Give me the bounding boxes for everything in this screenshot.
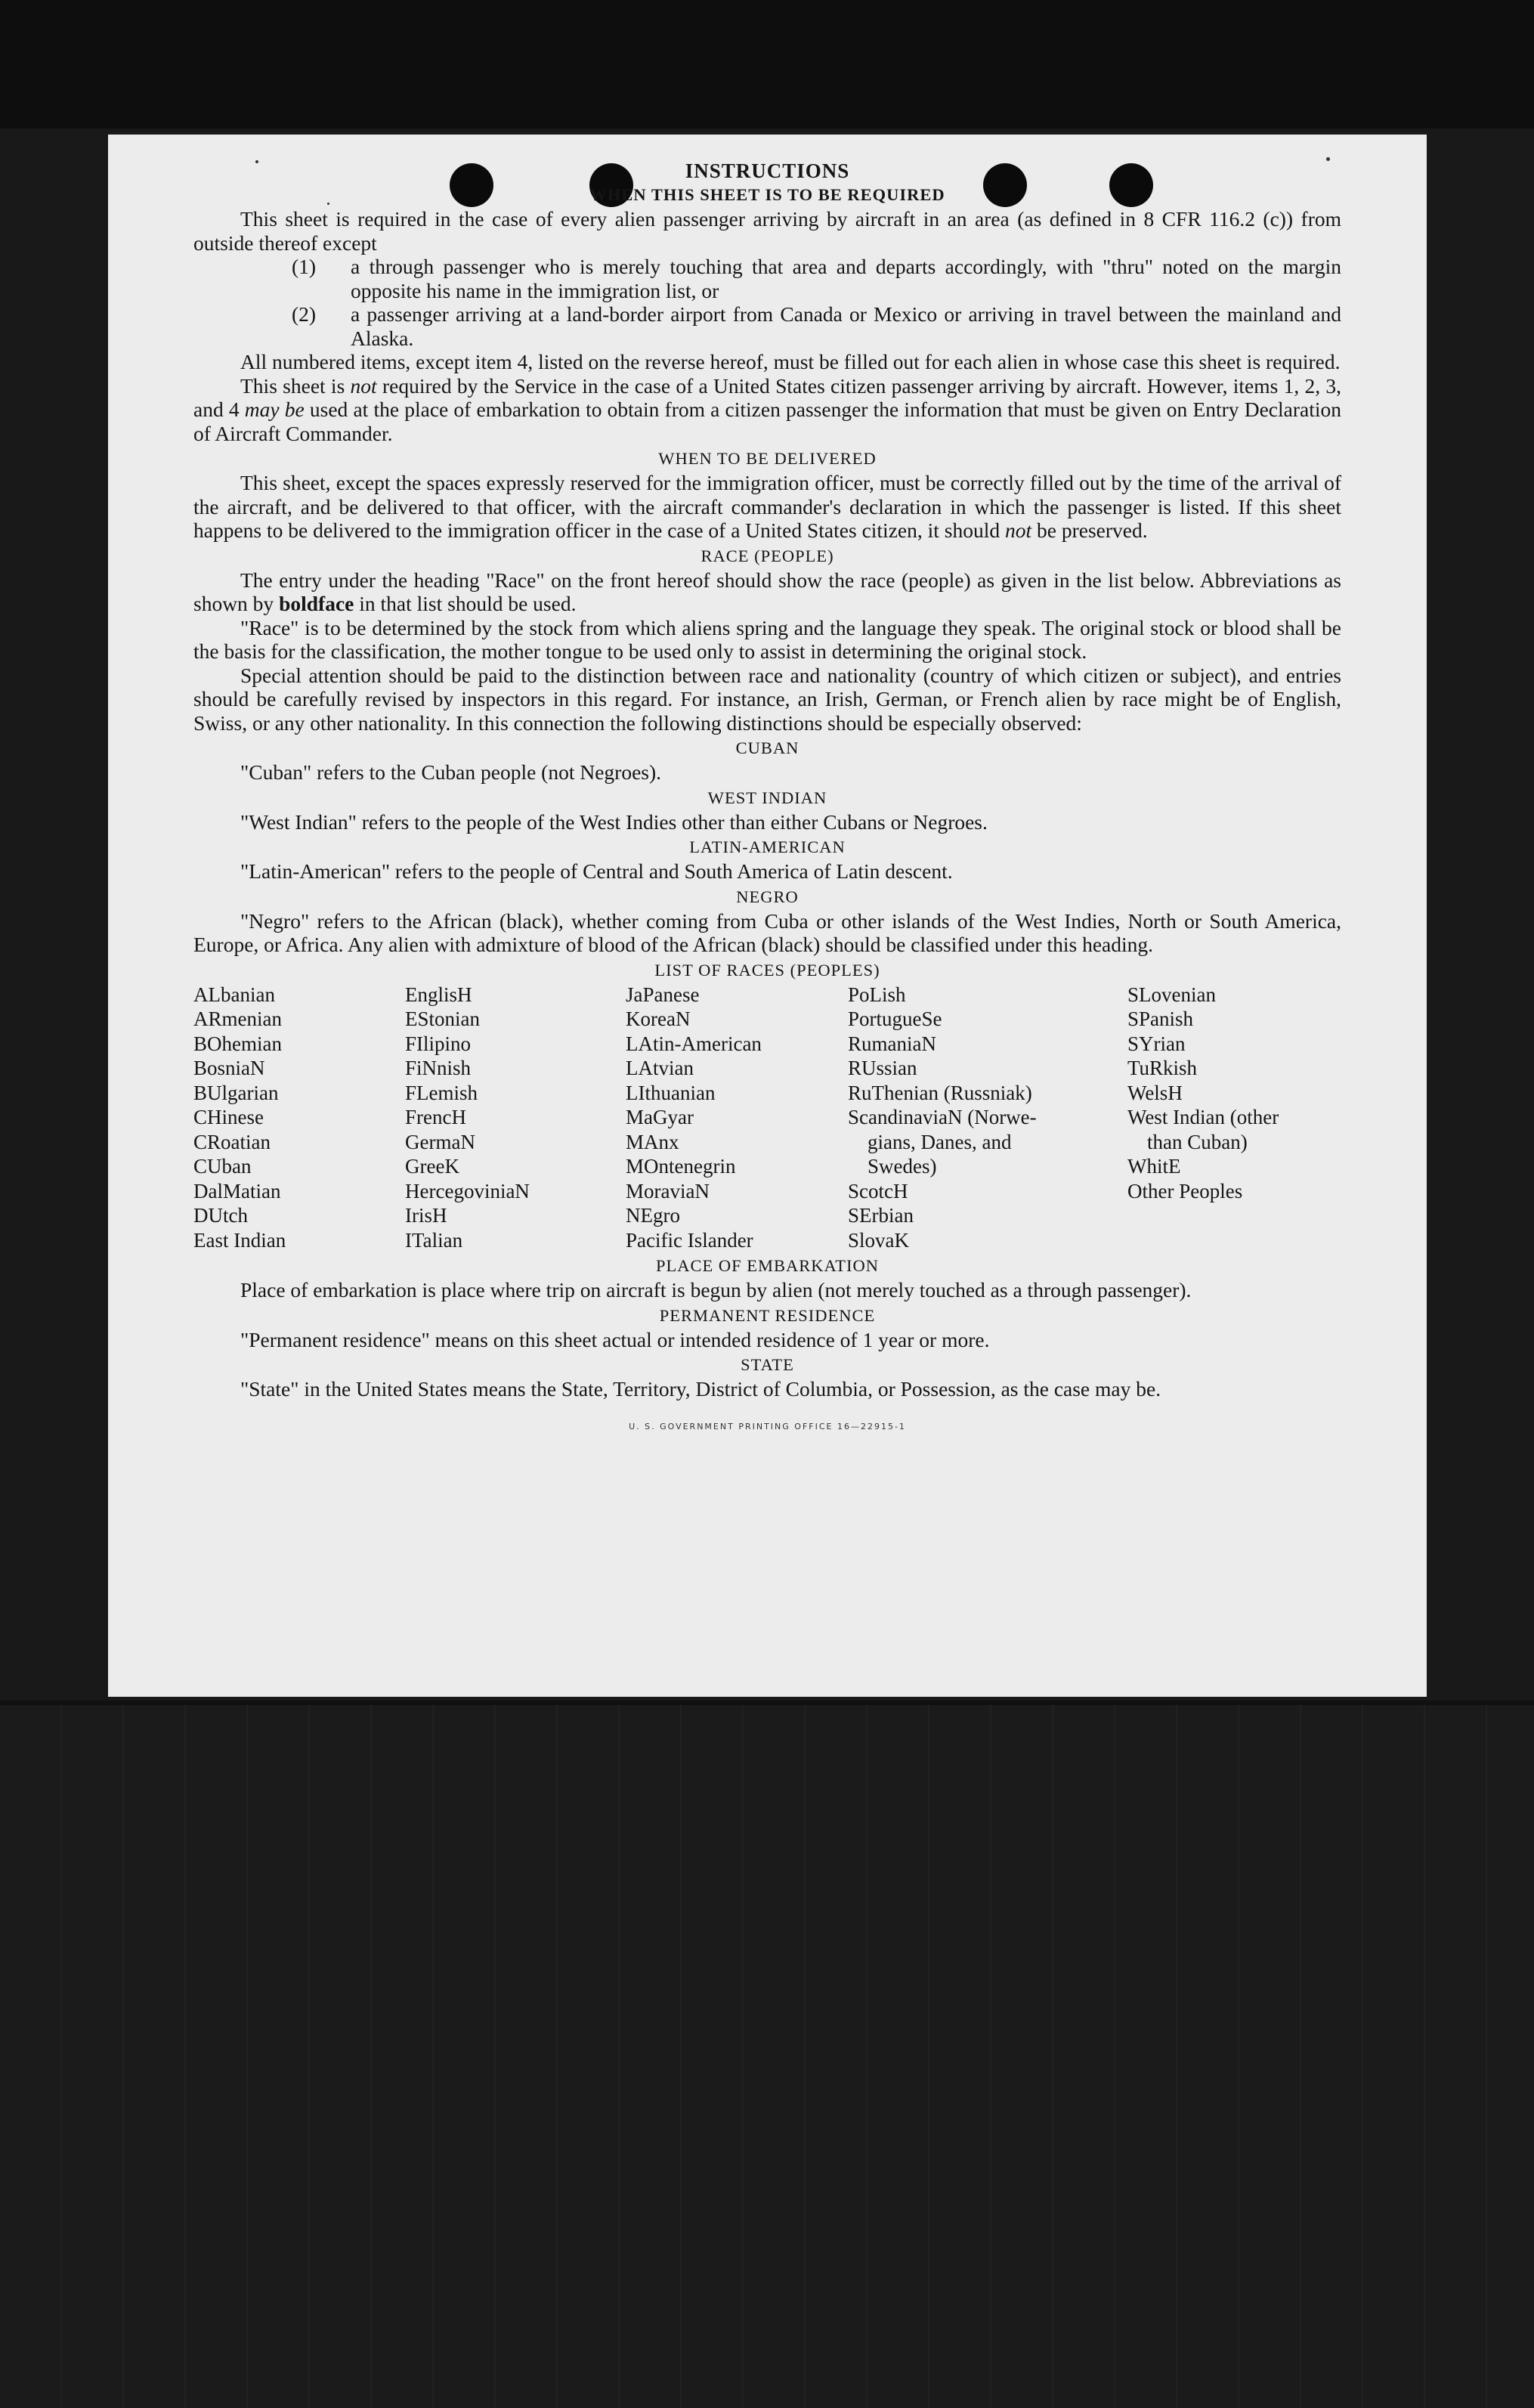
heading-embarkation: PLACE OF EMBARKATION xyxy=(655,1256,880,1275)
exception-item-2 xyxy=(193,302,1341,350)
race-item: FiNnish xyxy=(405,1057,472,1079)
race-item: PortugueSe xyxy=(848,1007,942,1030)
race-item: DalMatian xyxy=(193,1179,281,1202)
film-border-bottom xyxy=(0,1701,1534,2408)
race-item: RuThenian (Russniak) xyxy=(848,1081,1032,1104)
race-item: ScotcH xyxy=(848,1179,908,1202)
heading-permanent-residence: PERMANENT RESIDENCE xyxy=(659,1305,876,1325)
paragraph-embarkation: Place of embarkation is place where trip on aircraft is begun by alien (not merely touched as a through passenger). xyxy=(240,1278,1192,1301)
race-item: IrisH xyxy=(405,1204,447,1227)
race-item: LAtin-American xyxy=(626,1032,762,1055)
race-item: SErbian xyxy=(848,1204,914,1227)
paragraph-required: This sheet is required in the case of every alien passenger arriving by aircraft in an area (as defined in 8 CFR 116.2 (c)) from outside thereof except xyxy=(193,207,1341,255)
race-item: ITalian xyxy=(405,1228,463,1252)
paragraph-negro: "Negro" refers to the African (black), whether coming from Cuba or other islands of the West Indies, North or South America, Europe, or Africa. Any alien with admixture of blood of the African (black) should be classified under this heading. xyxy=(193,908,1341,956)
races-list xyxy=(193,983,1341,1253)
heading-state: STATE xyxy=(741,1355,794,1374)
race-item: ScandinaviaN (Norwe- xyxy=(848,1106,1037,1128)
race-item: CUban xyxy=(193,1155,252,1178)
instructions-title: INSTRUCTIONS xyxy=(685,159,850,182)
printing-office-footer: U. S. GOVERNMENT PRINTING OFFICE 16—22915-1 xyxy=(629,1421,906,1431)
race-item: ARmenian xyxy=(193,1007,282,1030)
race-item: SlovaK xyxy=(848,1228,909,1252)
races-column-3 xyxy=(626,983,848,1253)
exception-text: a passenger arriving at a land-border airport from Canada or Mexico or arriving in travel between the mainland and Alaska. xyxy=(351,302,1341,350)
race-item: GermaN xyxy=(405,1130,475,1153)
heading-list-of-races: LIST OF RACES (PEOPLES) xyxy=(654,960,880,980)
heading-cuban: CUBAN xyxy=(735,738,799,757)
paragraph-latin-american: "Latin-American" refers to the people of Central and South America of Latin descent. xyxy=(240,859,953,883)
race-item-continued: gians, Danes, and xyxy=(868,1130,1012,1153)
race-item: CHinese xyxy=(193,1106,264,1128)
race-item: BosniaN xyxy=(193,1057,265,1079)
paragraph-state: "State" in the United States means the State, Territory, District of Columbia, or Possession, as the case may be. xyxy=(240,1377,1161,1401)
race-item: PoLish xyxy=(848,983,906,1006)
race-item: East Indian xyxy=(193,1228,286,1252)
race-item: RUssian xyxy=(848,1057,917,1079)
race-item: SLovenian xyxy=(1127,983,1216,1006)
exception-item-1 xyxy=(193,255,1341,302)
race-item: EnglisH xyxy=(405,983,472,1006)
race-item: MoraviaN xyxy=(626,1179,710,1202)
race-item: EStonian xyxy=(405,1007,480,1030)
race-item: NEgro xyxy=(626,1204,680,1227)
race-item: LIthuanian xyxy=(626,1081,716,1104)
race-item: GreeK xyxy=(405,1155,459,1178)
races-column-4 xyxy=(848,983,1127,1253)
heading-when-required: WHEN THIS SHEET IS TO BE REQUIRED xyxy=(589,185,945,204)
heading-when-delivered: WHEN TO BE DELIVERED xyxy=(658,449,877,468)
paragraph-race-nationality: Special attention should be paid to the distinction between race and nationality (country of which citizen or subject), and entries should be carefully revised by inspectors in this regard. For instance, an Irish, German, or French alien by race might be of English, Swiss, or any other nationality. In this connection the following distinctions should be especially observed: xyxy=(193,663,1341,735)
race-item: WhitE xyxy=(1127,1155,1181,1178)
document-sheet xyxy=(108,135,1427,1697)
race-item: ALbanian xyxy=(193,983,275,1006)
paragraph-race-definition: "Race" is to be determined by the stock from which aliens spring and the language they speak. The original stock or blood shall be the basis for the classification, the mother tongue to be used only to assist in determining the original stock. xyxy=(193,615,1341,663)
heading-race: RACE (PEOPLE) xyxy=(701,546,834,565)
paragraph-numbered-items: All numbered items, except item 4, listed on the reverse hereof, must be filled out for each alien in whose case this sheet is required. xyxy=(240,350,1341,373)
paragraph-permanent-residence: "Permanent residence" means on this sheet actual or intended residence of 1 year or more. xyxy=(240,1327,990,1351)
heading-latin-american: LATIN-AMERICAN xyxy=(689,837,846,856)
race-item: HercegoviniaN xyxy=(405,1179,530,1202)
paragraph-cuban: "Cuban" refers to the Cuban people (not Negroes). xyxy=(240,760,662,784)
paragraph-race-entry: The entry under the heading "Race" on the front hereof should show the race (people) as given in the list below. Abbreviations as shown by boldface in that list should be used. xyxy=(193,568,1341,615)
race-item: SYrian xyxy=(1127,1032,1186,1055)
film-border-top xyxy=(0,0,1534,128)
race-item: MaGyar xyxy=(626,1106,694,1128)
race-item: JaPanese xyxy=(626,983,700,1006)
paragraph-delivered: This sheet, except the spaces expressly reserved for the immigration officer, must be correctly filled out by the time of the arrival of the aircraft, and be delivered to that officer, with the aircraft commander's declaration in which the passenger is listed. If this sheet happens to be delivered to the immigration officer in the case of a United States citizen, it should not be preserved. xyxy=(193,471,1341,542)
race-item: LAtvian xyxy=(626,1057,694,1079)
race-item: SPanish xyxy=(1127,1007,1194,1030)
races-column-1 xyxy=(193,983,405,1253)
race-item: WelsH xyxy=(1127,1081,1183,1104)
race-item: BOhemian xyxy=(193,1032,282,1055)
heading-west-indian: WEST INDIAN xyxy=(707,788,827,807)
race-item-continued: Swedes) xyxy=(868,1155,937,1178)
race-item: FLemish xyxy=(405,1081,478,1104)
paragraph-west-indian: "West Indian" refers to the people of the West Indies other than either Cubans or Negroes. xyxy=(240,809,988,834)
race-item: RumaniaN xyxy=(848,1032,936,1055)
race-item: DUtch xyxy=(193,1204,248,1227)
race-item: FIlipino xyxy=(405,1032,472,1055)
exception-text: a through passenger who is merely touching that area and departs accordingly, with "thru" noted on the margin opposite his name in the immigration list, or xyxy=(351,255,1341,302)
heading-negro: NEGRO xyxy=(736,887,799,906)
race-item: MAnx xyxy=(626,1130,679,1153)
exception-number: (1) xyxy=(292,255,317,278)
race-item: Other Peoples xyxy=(1127,1179,1243,1202)
paragraph-citizen: This sheet is not required by the Service in the case of a United States citizen passenger arriving by aircraft. However, items 1, 2, 3, and 4 may be used at the place of embarkation to obtain from a citizen passenger the information that must be given on Entry Declaration of Aircraft Commander. xyxy=(193,373,1341,445)
race-item: West Indian (other xyxy=(1127,1106,1279,1128)
race-item-continued: than Cuban) xyxy=(1147,1130,1248,1153)
race-item: FrencH xyxy=(405,1106,466,1128)
race-item: CRoatian xyxy=(193,1130,271,1153)
exception-number: (2) xyxy=(292,302,317,326)
races-column-5 xyxy=(1127,983,1339,1253)
races-column-2 xyxy=(405,983,626,1253)
race-item: TuRkish xyxy=(1127,1057,1198,1079)
race-item: MOntenegrin xyxy=(626,1155,736,1178)
race-item: KoreaN xyxy=(626,1007,691,1030)
race-item: BUlgarian xyxy=(193,1081,279,1104)
race-item: Pacific Islander xyxy=(626,1228,753,1252)
instructions-content xyxy=(193,160,1341,1438)
